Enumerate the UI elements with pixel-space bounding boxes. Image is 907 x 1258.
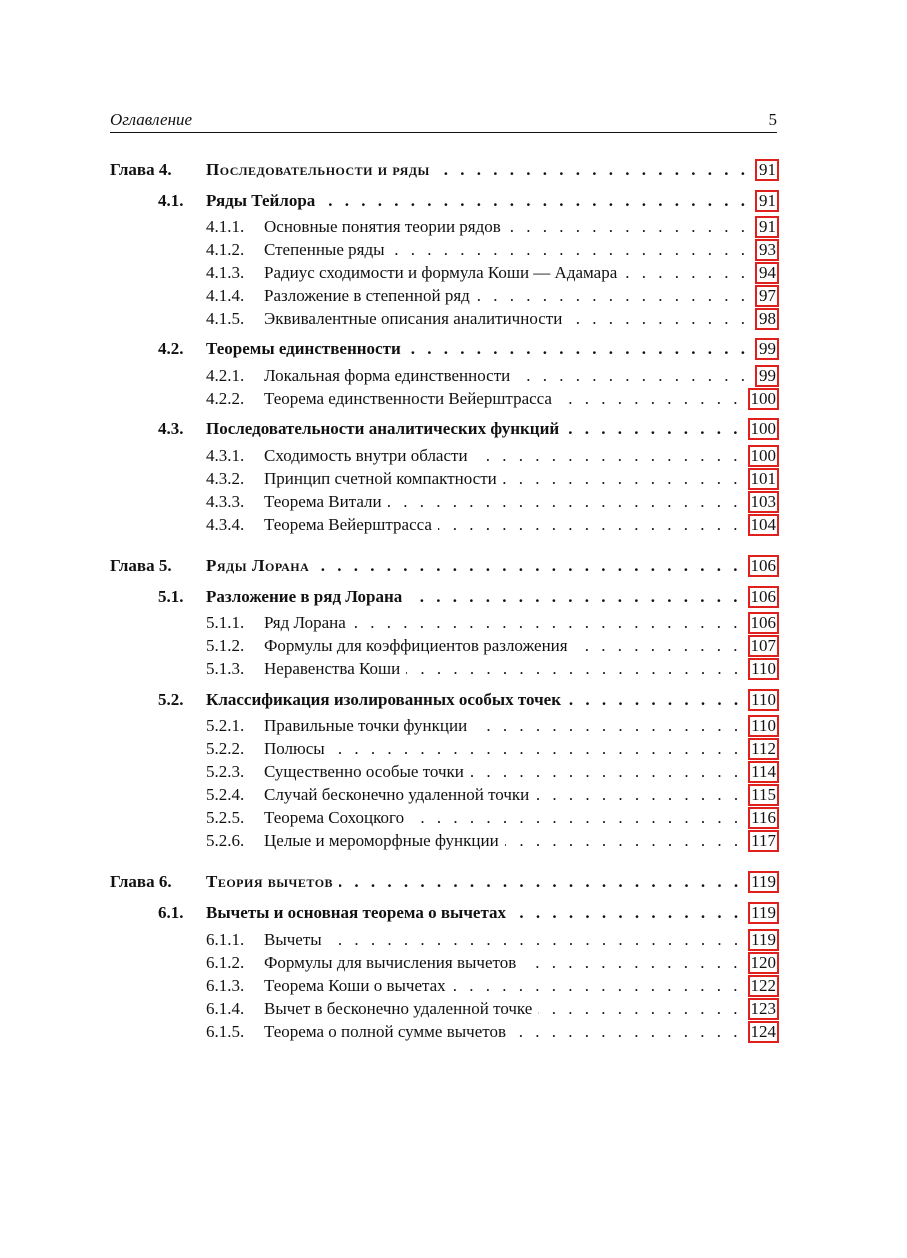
page-link[interactable]: 100 <box>748 445 780 467</box>
toc-sub-row <box>110 975 777 997</box>
dot-leader <box>507 216 749 238</box>
toc-title: Неравенства Коши <box>264 659 401 678</box>
page-link[interactable]: 97 <box>755 285 779 307</box>
toc-number: 5.2.4. <box>206 785 245 804</box>
toc-sub-row <box>110 635 777 657</box>
toc-title: Формулы для вычисления вычетов <box>264 953 517 972</box>
page-link[interactable]: 119 <box>748 902 779 924</box>
toc-title: Теорема Сохоцкого <box>264 808 405 827</box>
page-link[interactable]: 99 <box>755 365 779 387</box>
page-link[interactable]: 115 <box>748 784 779 806</box>
toc-title: Ряды Тейлора <box>206 191 316 210</box>
dot-leader <box>408 586 741 608</box>
toc-title: Степенные ряды <box>264 240 385 259</box>
toc-number: 4.2.1. <box>206 366 245 385</box>
toc-number: 6.1.4. <box>206 999 245 1018</box>
toc-title: Теорема о полной сумме вычетов <box>264 1022 507 1041</box>
dot-leader <box>568 308 749 330</box>
page-number: 5 <box>768 110 777 129</box>
toc-sub-row <box>110 612 777 634</box>
toc-sub-row <box>110 807 777 829</box>
page-link[interactable]: 123 <box>748 998 780 1020</box>
dot-leader <box>339 871 742 893</box>
toc-title: Теоремы единственности <box>206 339 401 358</box>
toc-title: Теорема Вейерштрасса <box>264 515 432 534</box>
page-link[interactable]: 120 <box>748 952 780 974</box>
dot-leader <box>574 635 742 657</box>
toc-title: Сходимость внутри области <box>264 446 468 465</box>
toc-number: 5.2.3. <box>206 762 245 781</box>
dot-leader <box>470 761 742 783</box>
toc-number: 4.1.1. <box>206 217 245 236</box>
toc-number: 5.1. <box>158 587 184 606</box>
page-link[interactable]: 124 <box>748 1021 780 1043</box>
page-link[interactable]: 122 <box>748 975 780 997</box>
toc-sub-row <box>110 491 777 513</box>
toc-number: 5.2.2. <box>206 739 245 758</box>
dot-leader <box>565 418 741 440</box>
toc-sub-row <box>110 445 777 467</box>
toc-title: Классификация изолированных особых точек <box>206 690 562 709</box>
page-link[interactable]: 119 <box>748 929 779 951</box>
dot-leader <box>512 902 742 924</box>
toc-sub-row <box>110 830 777 852</box>
toc-section-row <box>110 190 777 212</box>
toc-title: Целые и мероморфные функции <box>264 831 499 850</box>
dot-leader <box>512 1021 741 1043</box>
toc-title: Вычеты и основная теорема о вычетах <box>206 903 507 922</box>
toc-section-row <box>110 418 777 440</box>
toc-number: 5.1.2. <box>206 636 245 655</box>
dot-leader <box>436 159 749 181</box>
toc-title: Эквивалентные описания аналитичности <box>264 309 563 328</box>
dot-leader <box>406 658 742 680</box>
toc-number: 4.1.5. <box>206 309 245 328</box>
toc-number: 4.1.2. <box>206 240 245 259</box>
page-link[interactable]: 106 <box>748 612 780 634</box>
toc-number: 5.2.6. <box>206 831 245 850</box>
page-link[interactable]: 104 <box>748 514 780 536</box>
page-link[interactable]: 98 <box>755 308 779 330</box>
dot-leader <box>321 190 749 212</box>
dot-leader <box>558 388 742 410</box>
toc-section-row <box>110 338 777 360</box>
dot-leader <box>623 262 749 284</box>
dot-leader <box>315 555 741 577</box>
dot-leader <box>538 998 741 1020</box>
toc-title: Случай бесконечно удаленной точки <box>264 785 530 804</box>
running-header <box>110 108 777 133</box>
toc-sub-row <box>110 1021 777 1043</box>
toc-chapter-row <box>110 871 777 893</box>
toc-title: Правильные точки функции <box>264 716 468 735</box>
toc-title: Разложение в ряд Лорана <box>206 587 403 606</box>
dot-leader <box>567 689 742 711</box>
toc-number: Глава 5. <box>110 556 172 575</box>
toc-section-row <box>110 689 777 711</box>
toc-sub-row <box>110 761 777 783</box>
page-link[interactable]: 103 <box>748 491 780 513</box>
toc-sub-row <box>110 239 777 261</box>
toc-title: Вычеты <box>264 930 322 949</box>
page-link[interactable]: 94 <box>755 262 779 284</box>
page-link[interactable]: 110 <box>748 658 779 680</box>
toc-sub-row <box>110 738 777 760</box>
page-link[interactable]: 101 <box>748 468 780 490</box>
page-link[interactable]: 117 <box>748 830 779 852</box>
page-link[interactable]: 100 <box>748 418 780 440</box>
toc-title: Существенно особые точки <box>264 762 464 781</box>
toc-number: 4.1.4. <box>206 286 245 305</box>
toc-title: Радиус сходимости и формула Коши — Адамара <box>264 263 618 282</box>
page-link[interactable]: 93 <box>755 239 779 261</box>
page-link[interactable]: 107 <box>748 635 780 657</box>
toc-number: 5.1.3. <box>206 659 245 678</box>
toc-number: 5.2.1. <box>206 716 245 735</box>
dot-leader <box>328 929 742 951</box>
page-link[interactable]: 91 <box>755 190 779 212</box>
dot-leader <box>473 715 742 737</box>
toc-title: Принцип счетной компактности <box>264 469 497 488</box>
toc-title: Последовательности аналитических функций <box>206 419 560 438</box>
page-link[interactable]: 110 <box>748 689 779 711</box>
page-link[interactable]: 116 <box>748 807 779 829</box>
toc-number: 4.2.2. <box>206 389 245 408</box>
page-link[interactable]: 112 <box>748 738 779 760</box>
toc-sub-row <box>110 514 777 536</box>
toc-title: Теорема Витали <box>264 492 382 511</box>
toc-number: 4.3. <box>158 419 184 438</box>
toc-chapter-row <box>110 555 777 577</box>
toc-title: Теория вычетов <box>206 872 334 891</box>
toc-sub-row <box>110 285 777 307</box>
toc-number: 6.1. <box>158 903 184 922</box>
toc-section-row <box>110 586 777 608</box>
toc-title: Теорема Коши о вычетах <box>264 976 446 995</box>
toc-number: 4.3.3. <box>206 492 245 511</box>
toc-title: Полюсы <box>264 739 325 758</box>
toc-sub-row <box>110 929 777 951</box>
toc-title: Последовательности и ряды <box>206 160 430 179</box>
toc-sub-row <box>110 998 777 1020</box>
page-link[interactable]: 91 <box>755 159 779 181</box>
page-link[interactable]: 99 <box>755 338 779 360</box>
dot-leader <box>522 952 741 974</box>
toc-number: 6.1.2. <box>206 953 245 972</box>
toc-title: Формулы для коэффициентов разложения <box>264 636 568 655</box>
toc-number: 4.3.4. <box>206 515 245 534</box>
toc-number: 6.1.5. <box>206 1022 245 1041</box>
toc-number: 5.2.5. <box>206 808 245 827</box>
toc-sub-row <box>110 388 777 410</box>
dot-leader <box>505 830 742 852</box>
dot-leader <box>410 807 742 829</box>
dot-leader <box>438 514 742 536</box>
dot-leader <box>516 365 749 387</box>
toc-section-row <box>110 902 777 924</box>
toc-number: 6.1.3. <box>206 976 245 995</box>
page-link[interactable]: 110 <box>748 715 779 737</box>
running-title: Оглавление <box>110 110 193 129</box>
toc-sub-row <box>110 952 777 974</box>
page-link[interactable]: 91 <box>755 216 779 238</box>
toc-number: 4.1. <box>158 191 184 210</box>
dot-leader <box>388 491 742 513</box>
toc-number: 5.1.1. <box>206 613 245 632</box>
toc-sub-row <box>110 262 777 284</box>
page-link[interactable]: 114 <box>748 761 779 783</box>
dot-leader <box>503 468 742 490</box>
toc-sub-row <box>110 658 777 680</box>
dot-leader <box>407 338 749 360</box>
toc-number: Глава 4. <box>110 160 172 179</box>
page-link[interactable]: 106 <box>748 586 780 608</box>
toc-number: 4.3.1. <box>206 446 245 465</box>
toc-sub-row <box>110 308 777 330</box>
page-link[interactable]: 119 <box>748 871 779 893</box>
toc-title: Основные понятия теории рядов <box>264 217 501 236</box>
toc-title: Локальная форма единственности <box>264 366 511 385</box>
toc-chapter-row <box>110 159 777 181</box>
toc-title: Ряд Лорана <box>264 613 346 632</box>
dot-leader <box>476 285 749 307</box>
toc-number: 4.3.2. <box>206 469 245 488</box>
dot-leader <box>331 738 742 760</box>
toc-sub-row <box>110 784 777 806</box>
dot-leader <box>352 612 742 634</box>
toc-number: 4.1.3. <box>206 263 245 282</box>
toc-sub-row <box>110 468 777 490</box>
toc-sub-row <box>110 365 777 387</box>
page-link[interactable]: 106 <box>748 555 780 577</box>
dot-leader <box>535 784 742 806</box>
toc-number: Глава 6. <box>110 872 172 891</box>
dot-leader <box>452 975 742 997</box>
toc-sub-row <box>110 715 777 737</box>
toc-number: 6.1.1. <box>206 930 245 949</box>
toc-title: Теорема единственности Вейерштрасса <box>264 389 552 408</box>
page-link[interactable]: 100 <box>748 388 780 410</box>
dot-leader <box>474 445 742 467</box>
dot-leader <box>391 239 749 261</box>
toc-number: 4.2. <box>158 339 184 358</box>
toc-sub-row <box>110 216 777 238</box>
toc-title: Ряды Лорана <box>206 556 310 575</box>
toc-title: Разложение в степенной ряд <box>264 286 470 305</box>
toc-number: 5.2. <box>158 690 184 709</box>
toc-title: Вычет в бесконечно удаленной точке <box>264 999 533 1018</box>
